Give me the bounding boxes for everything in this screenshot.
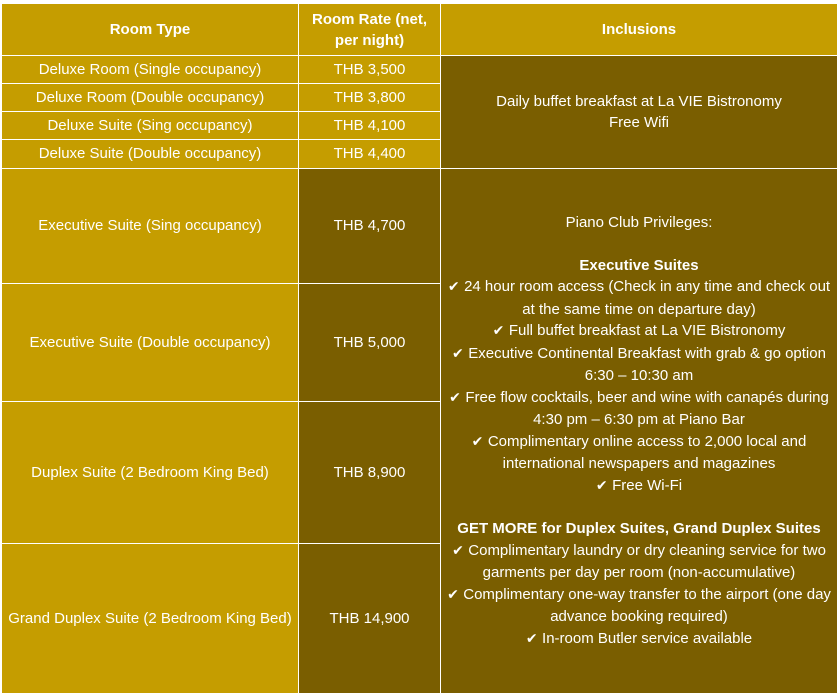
check-icon: ✔ <box>449 389 466 406</box>
inclusion-item <box>445 540 833 584</box>
header-row <box>2 4 838 56</box>
inclusion-item <box>445 343 833 387</box>
executive-items-list <box>445 276 833 497</box>
room-type-cell: Deluxe Room (Single occupancy) <box>2 56 299 84</box>
room-rates-table <box>1 3 838 694</box>
inclusion-item-text: Full buffet breakfast at La VIE Bistronomy <box>508 322 786 339</box>
inclusion-item-text: Complimentary online access to 2,000 local and international newspapers and magazines <box>487 432 807 472</box>
room-type-cell: Deluxe Room (Double occupancy) <box>2 84 299 112</box>
inclusions-intro: Piano Club Privileges: <box>565 214 713 231</box>
inclusion-item <box>445 320 833 343</box>
inclusion-item-text: Free flow cocktails, beer and wine with canapés during 4:30 pm – 6:30 pm at Piano Bar <box>465 388 829 428</box>
inclusion-line: Free Wifi <box>609 114 669 131</box>
inclusion-item <box>445 628 833 651</box>
room-type-cell: Duplex Suite (2 Bedroom King Bed) <box>2 402 299 544</box>
check-icon: ✔ <box>452 345 469 362</box>
inclusion-item <box>445 475 833 498</box>
room-rate-cell: THB 4,700 <box>299 169 441 284</box>
room-type-cell: Deluxe Suite (Sing occupancy) <box>2 112 299 140</box>
header-room-type: Room Type <box>2 4 299 56</box>
room-rate-cell: THB 8,900 <box>299 402 441 544</box>
inclusion-item-text: 24 hour room access (Check in any time and check out at the same time on departure day) <box>464 278 831 318</box>
inclusion-item-text: Executive Continental Breakfast with grab & go option 6:30 – 10:30 am <box>468 344 826 384</box>
room-rate-cell: THB 14,900 <box>299 544 441 694</box>
inclusion-item <box>445 387 833 431</box>
room-rate-cell: THB 5,000 <box>299 284 441 402</box>
header-inclusions: Inclusions <box>441 4 838 56</box>
executive-inclusions-cell <box>441 169 838 694</box>
inclusion-item-text: Complimentary one-way transfer to the airport (one day advance booking required) <box>463 585 831 625</box>
inclusion-item <box>445 431 833 475</box>
table-row <box>2 169 838 284</box>
room-type-cell: Deluxe Suite (Double occupancy) <box>2 140 299 169</box>
inclusion-item <box>445 584 833 628</box>
inclusion-item-text: In-room Butler service available <box>542 629 753 647</box>
inclusion-item <box>445 276 833 320</box>
check-icon: ✔ <box>471 433 488 450</box>
check-icon: ✔ <box>447 586 464 603</box>
more-heading: GET MORE for Duplex Suites, Grand Duplex Suites <box>457 520 821 537</box>
header-room-rate: Room Rate (net, per night) <box>299 4 441 56</box>
check-icon: ✔ <box>525 630 543 647</box>
check-icon: ✔ <box>492 323 509 339</box>
table-row <box>2 56 838 84</box>
deluxe-inclusions-cell <box>441 56 838 169</box>
room-type-cell: Grand Duplex Suite (2 Bedroom King Bed) <box>2 544 299 694</box>
room-rate-cell: THB 4,400 <box>299 140 441 169</box>
room-type-cell: Executive Suite (Double occupancy) <box>2 284 299 402</box>
check-icon: ✔ <box>595 477 613 494</box>
check-icon: ✔ <box>452 542 469 559</box>
check-icon: ✔ <box>447 279 465 295</box>
more-items-list <box>445 540 833 651</box>
inclusion-item-text: Complimentary laundry or dry cleaning service for two garments per day per room (non-accumulative) <box>468 541 826 581</box>
room-rate-cell: THB 4,100 <box>299 112 441 140</box>
room-type-cell: Executive Suite (Sing occupancy) <box>2 169 299 284</box>
inclusions-heading: Executive Suites <box>579 256 699 274</box>
room-rate-cell: THB 3,800 <box>299 84 441 112</box>
inclusion-line: Daily buffet breakfast at La VIE Bistronomy <box>496 92 782 110</box>
room-rate-cell: THB 3,500 <box>299 56 441 84</box>
inclusion-item-text: Free Wi-Fi <box>612 476 683 494</box>
